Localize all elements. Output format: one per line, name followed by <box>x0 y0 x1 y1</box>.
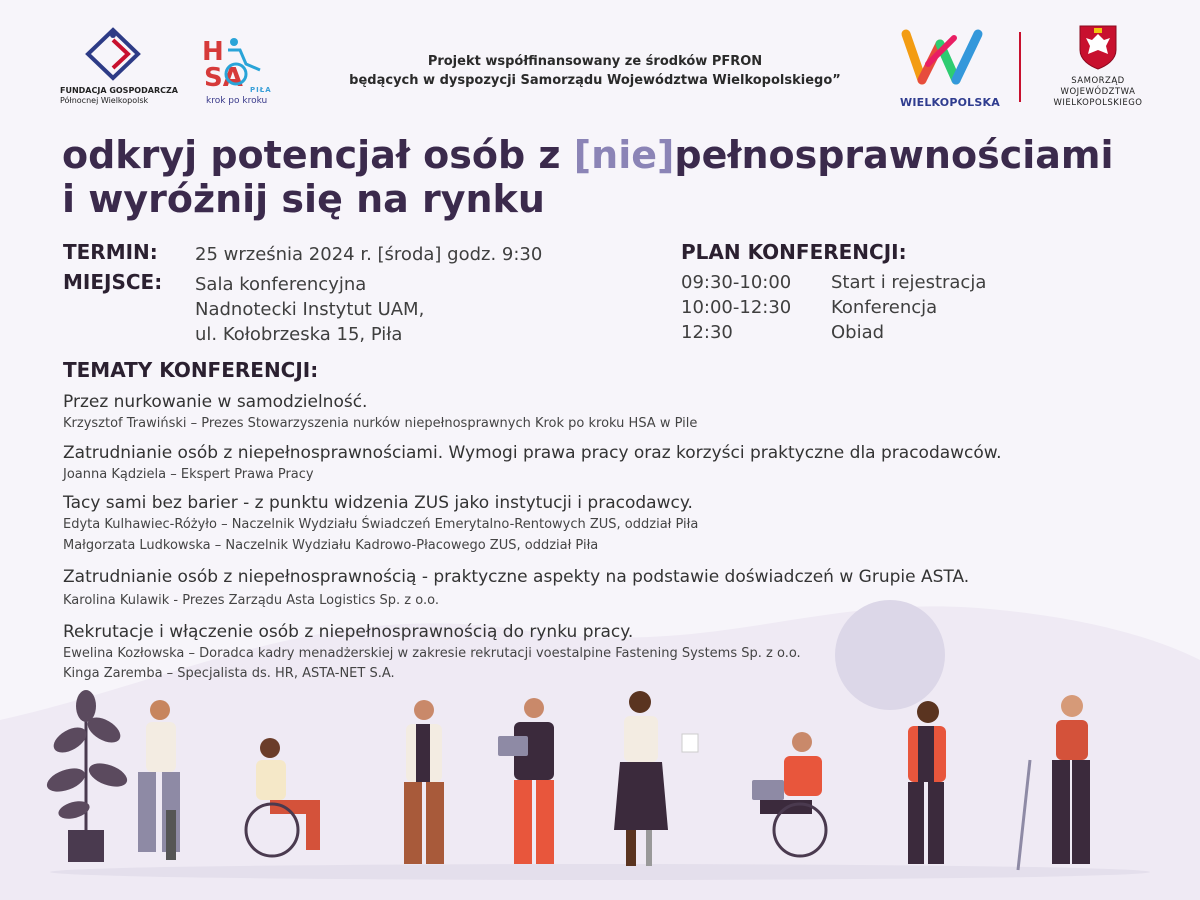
miejsce-line: Nadnotecki Instytut UAM, <box>195 299 425 320</box>
page-title <box>62 133 1172 221</box>
topic-speaker: Kinga Zaremba – Specjalista ds. HR, ASTA-NET S.A. <box>63 666 395 681</box>
topic-title: Rekrutacje i włączenie osób z niepełnosprawnością do rynku pracy. <box>63 622 634 642</box>
fgpw-name-line1: FUNDACJA GOSPODARCZA <box>60 86 178 95</box>
wielkopolska-w-icon <box>898 24 988 90</box>
person-figure <box>1018 695 1090 870</box>
plan-item: Konferencja <box>831 297 938 318</box>
plan-row <box>681 297 937 318</box>
topics-label: TEMATY KONFERENCJI: <box>63 358 319 382</box>
samorzad-caption-line2: WOJEWÓDZTWA <box>1060 87 1136 97</box>
wheelchair-person-figure <box>246 738 320 856</box>
fundacja-gospodarcza-logo <box>60 26 178 106</box>
samorzad-caption-line3: WIELKOPOLSKIEGO <box>1053 98 1143 108</box>
wheelchair-person-figure <box>752 732 826 856</box>
svg-text:H: H <box>202 37 224 67</box>
people-illustration <box>0 680 1200 900</box>
fgpw-name-line2: Północnej Wielkopolsk <box>60 96 149 105</box>
fgpw-emblem-icon <box>78 26 148 82</box>
samorzad-caption-line1: SAMORZĄD <box>1071 76 1125 86</box>
miejsce-line: Sala konferencyjna <box>195 274 367 295</box>
hsa-pila-label: PIŁA <box>250 86 272 94</box>
plan-label: PLAN KONFERENCJI: <box>681 240 907 264</box>
title-highlight: [nie] <box>573 133 675 177</box>
miejsce-label: MIEJSCE: <box>63 270 163 294</box>
person-figure <box>498 698 554 864</box>
termin-value: 25 września 2024 r. [środa] godz. 9:30 <box>195 244 543 265</box>
person-figure <box>908 701 946 864</box>
coat-of-arms-icon <box>1078 24 1118 70</box>
termin-label: TERMIN: <box>63 240 158 264</box>
topic-speaker: Joanna Kądziela – Ekspert Prawa Pracy <box>63 467 314 482</box>
topic-title: Zatrudnianie osób z niepełnosprawnościami. Wymogi prawa pracy oraz korzyści praktyczne dla pracodawców. <box>63 443 1002 463</box>
samorzad-caption <box>1036 76 1160 109</box>
logo-divider <box>1019 32 1021 102</box>
miejsce-value <box>195 272 424 347</box>
title-line1-before: odkryj potencjał osób z <box>62 133 574 177</box>
plan-row <box>681 272 986 293</box>
title-line2: i wyróżnij się na rynku <box>62 177 545 221</box>
topic-title: Tacy sami bez barier - z punktu widzenia ZUS jako instytucji i pracodawcy. <box>63 493 693 513</box>
topic-speaker: Krzysztof Trawiński – Prezes Stowarzyszenia nurków niepełnosprawnych Krok po kroku HSA w Pile <box>63 416 698 431</box>
miejsce-line: ul. Kołobrzeska 15, Piła <box>195 324 403 345</box>
hsa-emblem-icon <box>200 30 280 90</box>
topic-speaker: Ewelina Kozłowska – Doradca kadry menadżerskiej w zakresie rekrutacji voestalpine Fastening Systems Sp. z o.o. <box>63 646 801 661</box>
person-figure <box>138 700 180 860</box>
topic-speaker: Karolina Kulawik - Prezes Zarządu Asta Logistics Sp. z o.o. <box>63 593 439 608</box>
topic-title: Zatrudnianie osób z niepełnosprawnością - praktyczne aspekty na podstawie doświadczeń w Grupie ASTA. <box>63 567 970 587</box>
plan-time: 09:30-10:00 <box>681 272 792 293</box>
hsa-krok-po-kroku-logo <box>200 30 290 110</box>
svg-text:SA: SA <box>204 63 243 90</box>
plan-item: Start i rejestracja <box>831 272 987 293</box>
topic-speaker: Małgorzata Ludkowska – Naczelnik Wydziału Kadrowo-Płacowego ZUS, oddział Piła <box>63 538 599 553</box>
funding-note <box>300 52 890 90</box>
wielkopolska-caption: WIELKOPOLSKA <box>900 96 1000 109</box>
hsa-subtitle: krok po kroku <box>206 96 268 106</box>
title-line1 <box>62 133 1172 177</box>
funding-note-line2: będących w dyspozycji Samorządu Województwa Wielkopolskiego” <box>349 73 841 88</box>
wielkopolska-logo <box>898 24 998 114</box>
plan-row <box>681 322 884 343</box>
person-figure <box>614 691 698 866</box>
topic-title: Przez nurkowanie w samodzielność. <box>63 392 368 412</box>
plant-icon <box>44 690 130 862</box>
topic-speaker: Edyta Kulhawiec-Różyło – Naczelnik Wydziału Świadczeń Emerytalno-Rentowych ZUS, oddział Piła <box>63 517 699 532</box>
samorzad-wojewodztwa-logo <box>1036 24 1166 114</box>
person-figure <box>404 700 444 864</box>
funding-note-line1: Projekt współfinansowany ze środków PFRON <box>427 54 763 69</box>
plan-time: 12:30 <box>681 322 733 343</box>
plan-time: 10:00-12:30 <box>681 297 792 318</box>
plan-item: Obiad <box>831 322 885 343</box>
title-line1-after: pełnosprawnościami <box>674 133 1114 177</box>
